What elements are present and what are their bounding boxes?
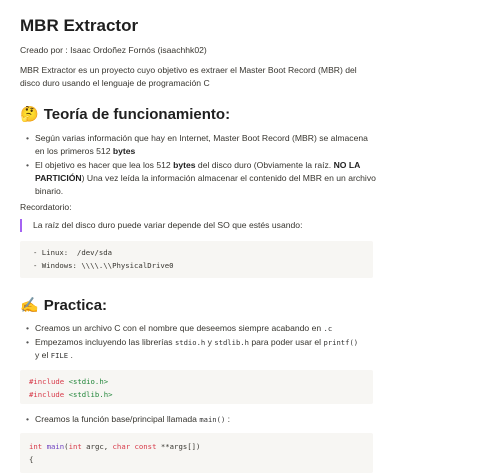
list-item: • Creamos la función base/principal llamada main() :: [26, 413, 376, 426]
list-item-text: • El objetivo es hacer que lea los 512 bytes del disco duro (Obviamente la raíz. NO LA: [35, 160, 361, 170]
section-heading-practica: [20, 296, 107, 314]
code-line: #include <stdlib.h>: [29, 389, 113, 399]
section-heading-teoria: [20, 105, 230, 123]
inline-code: .c: [323, 324, 333, 333]
recordatorio-label: Recordatorio:: [20, 202, 72, 212]
inline-code: main(): [199, 415, 226, 424]
section-title-teoria: Teoría de funcionamiento:: [43, 105, 231, 123]
list-item: • Empezamos incluyendo las librerías stdio.h y stdlib.h para poder usar el printf() y el FILE .: [26, 336, 376, 362]
code-line: int main(int argc, char const **args[]): [29, 442, 201, 451]
list-item: [26, 132, 376, 158]
code-line: #include <stdio.h>: [29, 377, 109, 386]
practice-list: [26, 322, 376, 363]
list-item: [26, 159, 376, 198]
theory-list: [26, 132, 376, 199]
callout-quote: La raíz del disco duro puede variar depende del SO que estés usando:: [20, 219, 302, 232]
author-line: Creado por : Isaac Ordoñez Fornós (isaachhk02): [20, 45, 207, 55]
writing-hand-icon: ✍️: [20, 297, 39, 314]
intro-line-1: MBR Extractor es un proyecto cuyo objetivo es extraer el Master Boot Record (MBR) del: [20, 65, 357, 75]
inline-code: stdio.h: [174, 338, 206, 347]
list-item-text: en los primeros 512 bytes: [35, 146, 136, 156]
list-item-text: binario.: [35, 186, 64, 196]
main-list: [26, 413, 376, 427]
intro-paragraph: [20, 64, 357, 90]
code-block-paths[interactable]: [20, 241, 373, 278]
code-line: - Linux: /dev/sda: [33, 248, 113, 257]
section-title-practica: Practica:: [43, 296, 108, 314]
list-item-text: PARTICIÓN) Una vez leída la información almacenar el contenido del MBR en un archivo: [35, 173, 376, 183]
page-title: MBR Extractor: [20, 16, 139, 35]
code-line: - Windows: \\\\.\\PhysicalDrive0: [33, 260, 174, 270]
code-block-includes[interactable]: [20, 370, 373, 404]
thinking-face-icon: 🤔: [20, 106, 39, 123]
inline-code: printf(): [323, 338, 359, 347]
inline-code: stdlib.h: [214, 338, 249, 347]
list-item: • Creamos un archivo C con el nombre que deseemos siempre acabando en .c: [26, 322, 376, 335]
code-block-main[interactable]: [20, 433, 373, 473]
list-item-text: • Según varias información que hay en Internet, Master Boot Record (MBR) se almacena: [35, 133, 368, 143]
code-line: {: [29, 454, 34, 464]
intro-line-2: disco duro usando el lenguaje de programación C: [20, 78, 210, 88]
inline-code: FILE: [50, 351, 69, 360]
